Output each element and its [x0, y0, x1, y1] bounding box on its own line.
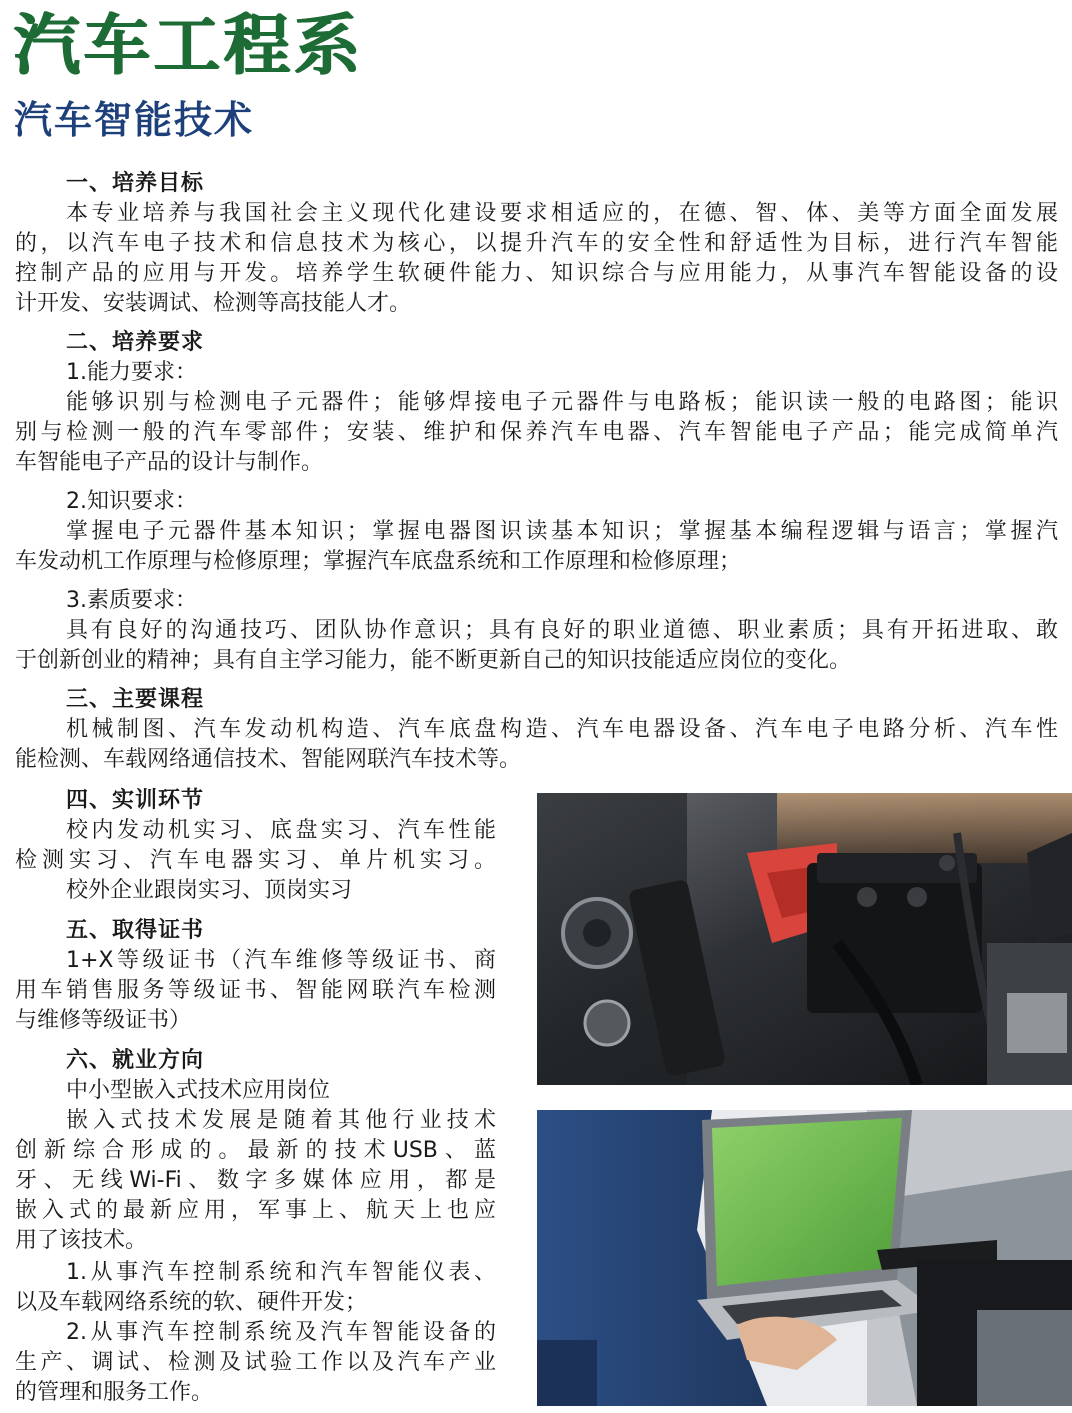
quality-line: 于创新创业的精神；具有自主学习能力，能不断更新自己的知识技能适应岗位的变化。	[15, 648, 852, 673]
ability-label: 1.能力要求：	[66, 360, 197, 385]
section-heading-employment: 六、就业方向	[66, 1048, 205, 1073]
employment-line: 生产、调试、检测及试验工作以及汽车产业	[15, 1350, 496, 1375]
section-heading-requirements: 二、培养要求	[66, 330, 205, 355]
knowledge-line: 车发动机工作原理与检修原理；掌握汽车底盘系统和工作原理和检修原理；	[15, 549, 742, 574]
goals-line: 控制产品的应用与开发。培养学生软硬件能力、知识综合与应用能力，从事汽车智能设备的设	[15, 261, 1058, 286]
courses-line: 机械制图、汽车发动机构造、汽车底盘构造、汽车电器设备、汽车电子电路分析、汽车性	[66, 717, 1058, 742]
page-subtitle: 汽车智能技术	[14, 98, 255, 142]
employment-line: 中小型嵌入式技术应用岗位	[66, 1078, 331, 1103]
employment-line: 以及车载网络系统的软、硬件开发；	[15, 1290, 368, 1315]
goals-line: 计开发、安装调试、检测等高技能人才。	[15, 291, 412, 316]
engine-bay-photo	[537, 793, 1072, 1085]
courses-line: 能检测、车载网络通信技术、智能网联汽车技术等。	[15, 747, 522, 772]
employment-line: 创新综合形成的。最新的技术USB、蓝	[15, 1138, 496, 1163]
knowledge-label: 2.知识要求：	[66, 489, 197, 514]
training-line: 校外企业跟岗实习、顶岗实习	[66, 878, 353, 903]
employment-line: 用了该技术。	[15, 1228, 148, 1253]
employment-line: 牙、无线Wi-Fi、数字多媒体应用，都是	[15, 1168, 496, 1193]
training-line: 校内发动机实习、底盘实习、汽车性能	[66, 818, 496, 843]
employment-line: 嵌入式的最新应用，军事上、航天上也应	[15, 1198, 496, 1223]
ability-line: 别与检测一般的汽车零部件；安装、维护和保养汽车电器、汽车智能电子产品；能完成简单汽	[15, 420, 1058, 445]
certificates-line: 与维修等级证书）	[15, 1008, 192, 1033]
certificates-line: 1+X等级证书（汽车维修等级证书、商	[66, 948, 496, 973]
section-heading-courses: 三、主要课程	[66, 687, 205, 712]
employment-line: 的管理和服务工作。	[15, 1380, 214, 1405]
knowledge-line: 掌握电子元器件基本知识；掌握电器图识读基本知识；掌握基本编程逻辑与语言；掌握汽	[66, 519, 1058, 544]
employment-line: 嵌入式技术发展是随着其他行业技术	[66, 1108, 496, 1133]
quality-line: 具有良好的沟通技巧、团队协作意识；具有良好的职业道德、职业素质；具有开拓进取、敢	[66, 618, 1058, 643]
section-heading-training: 四、实训环节	[66, 788, 205, 813]
page-title: 汽车工程系	[14, 7, 364, 84]
certificates-line: 用车销售服务等级证书、智能网联汽车检测	[15, 978, 496, 1003]
section-heading-certificates: 五、取得证书	[66, 918, 205, 943]
goals-line: 本专业培养与我国社会主义现代化建设要求相适应的，在德、智、体、美等方面全面发展	[66, 201, 1058, 226]
goals-line: 的，以汽车电子技术和信息技术为核心，以提升汽车的安全性和舒适性为目标，进行汽车智能	[15, 231, 1058, 256]
laptop-diagnostics-photo	[537, 1110, 1072, 1406]
quality-label: 3.素质要求：	[66, 588, 197, 613]
employment-line: 1.从事汽车控制系统和汽车智能仪表、	[66, 1260, 496, 1285]
section-heading-goals: 一、培养目标	[66, 171, 205, 196]
employment-line: 2.从事汽车控制系统及汽车智能设备的	[66, 1320, 496, 1345]
training-line: 检测实习、汽车电器实习、单片机实习。	[15, 848, 496, 873]
ability-line: 能够识别与检测电子元器件；能够焊接电子元器件与电路板；能识读一般的电路图；能识	[66, 390, 1058, 415]
ability-line: 车智能电子产品的设计与制作。	[15, 450, 324, 475]
